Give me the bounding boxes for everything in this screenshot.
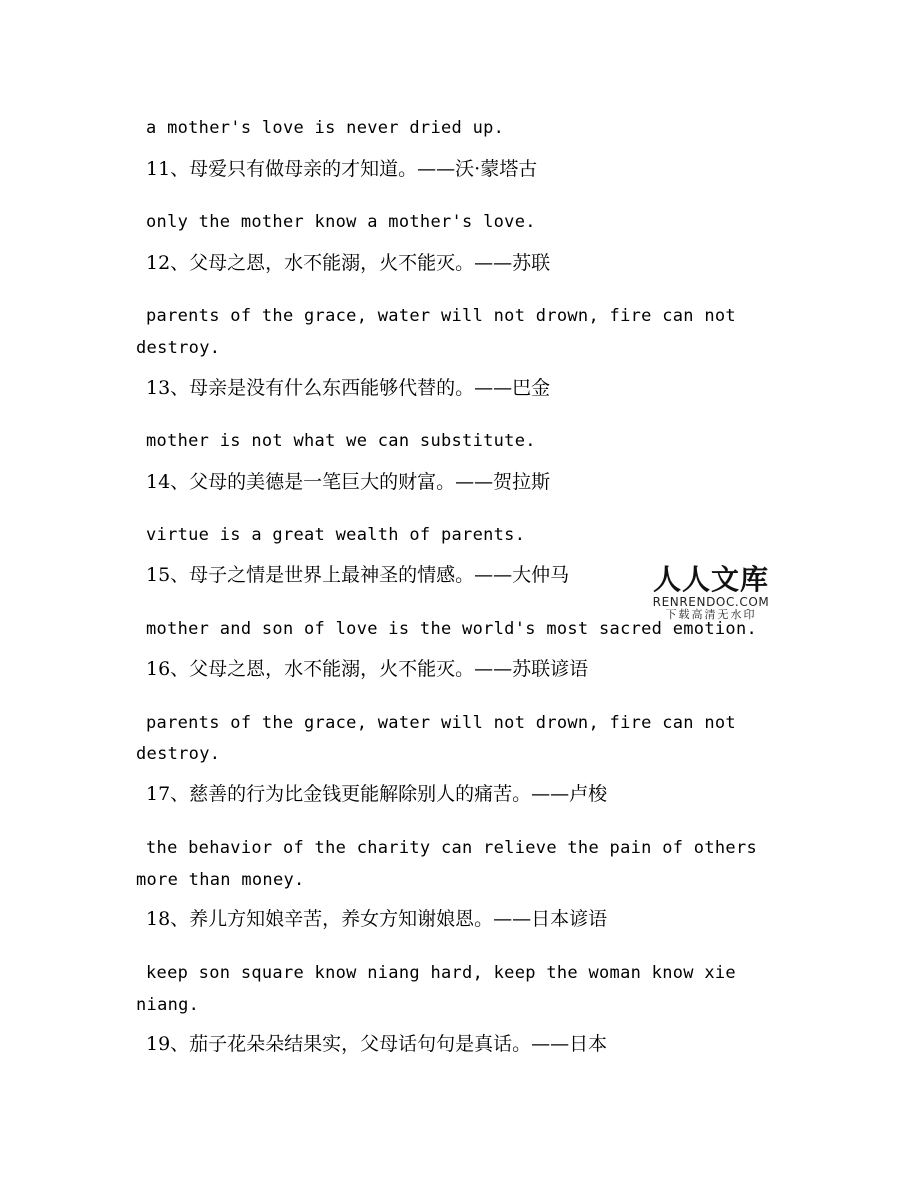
quote-english-line-wrap: more than money.	[136, 870, 305, 890]
quote-english-line: parents of the grace, water will not drown, fire can not	[146, 713, 736, 733]
renrendoc-watermark	[646, 563, 776, 621]
watermark-subtitle: 下载高清无水印	[665, 608, 757, 621]
quote-chinese-line: 11、母爱只有做母亲的才知道。——沃·蒙塔古	[146, 158, 538, 180]
quote-chinese-line: 15、母子之情是世界上最神圣的情感。——大仲马	[146, 564, 570, 586]
quote-english-line: mother is not what we can substitute.	[146, 431, 536, 451]
quote-chinese-line: 16、父母之恩，水不能溺，火不能灭。——苏联谚语	[146, 658, 589, 680]
quote-chinese-line: 17、慈善的行为比金钱更能解除别人的痛苦。——卢梭	[146, 783, 608, 805]
quote-english-line: virtue is a great wealth of parents.	[146, 525, 526, 545]
quote-english-line: a mother's love is never dried up.	[146, 118, 505, 138]
quote-chinese-line: 13、母亲是没有什么东西能够代替的。——巴金	[146, 377, 551, 399]
quote-chinese-line: 12、父母之恩，水不能溺，火不能灭。——苏联	[146, 252, 551, 274]
quote-english-line: keep son square know niang hard, keep the woman know xie	[146, 963, 736, 983]
quote-english-line: parents of the grace, water will not drown, fire can not	[146, 306, 736, 326]
quote-chinese-line: 14、父母的美德是一笔巨大的财富。——贺拉斯	[146, 471, 551, 493]
quote-english-line-wrap: niang.	[136, 995, 200, 1015]
quote-chinese-line: 19、茄子花朵朵结果实，父母话句句是真话。——日本	[146, 1033, 608, 1055]
quote-english-line: mother and son of love is the world's most sacred emotion.	[146, 619, 758, 639]
quote-english-line: only the mother know a mother's love.	[146, 212, 536, 232]
quote-english-line: the behavior of the charity can relieve the pain of others	[146, 838, 758, 858]
watermark-site: RENRENDOC.COM	[652, 595, 770, 609]
quote-english-line-wrap: destroy.	[136, 744, 221, 764]
watermark-title: 人人文库	[652, 563, 769, 596]
quote-english-line-wrap: destroy.	[136, 338, 221, 358]
quote-chinese-line: 18、养儿方知娘辛苦，养女方知谢娘恩。——日本谚语	[146, 908, 608, 930]
